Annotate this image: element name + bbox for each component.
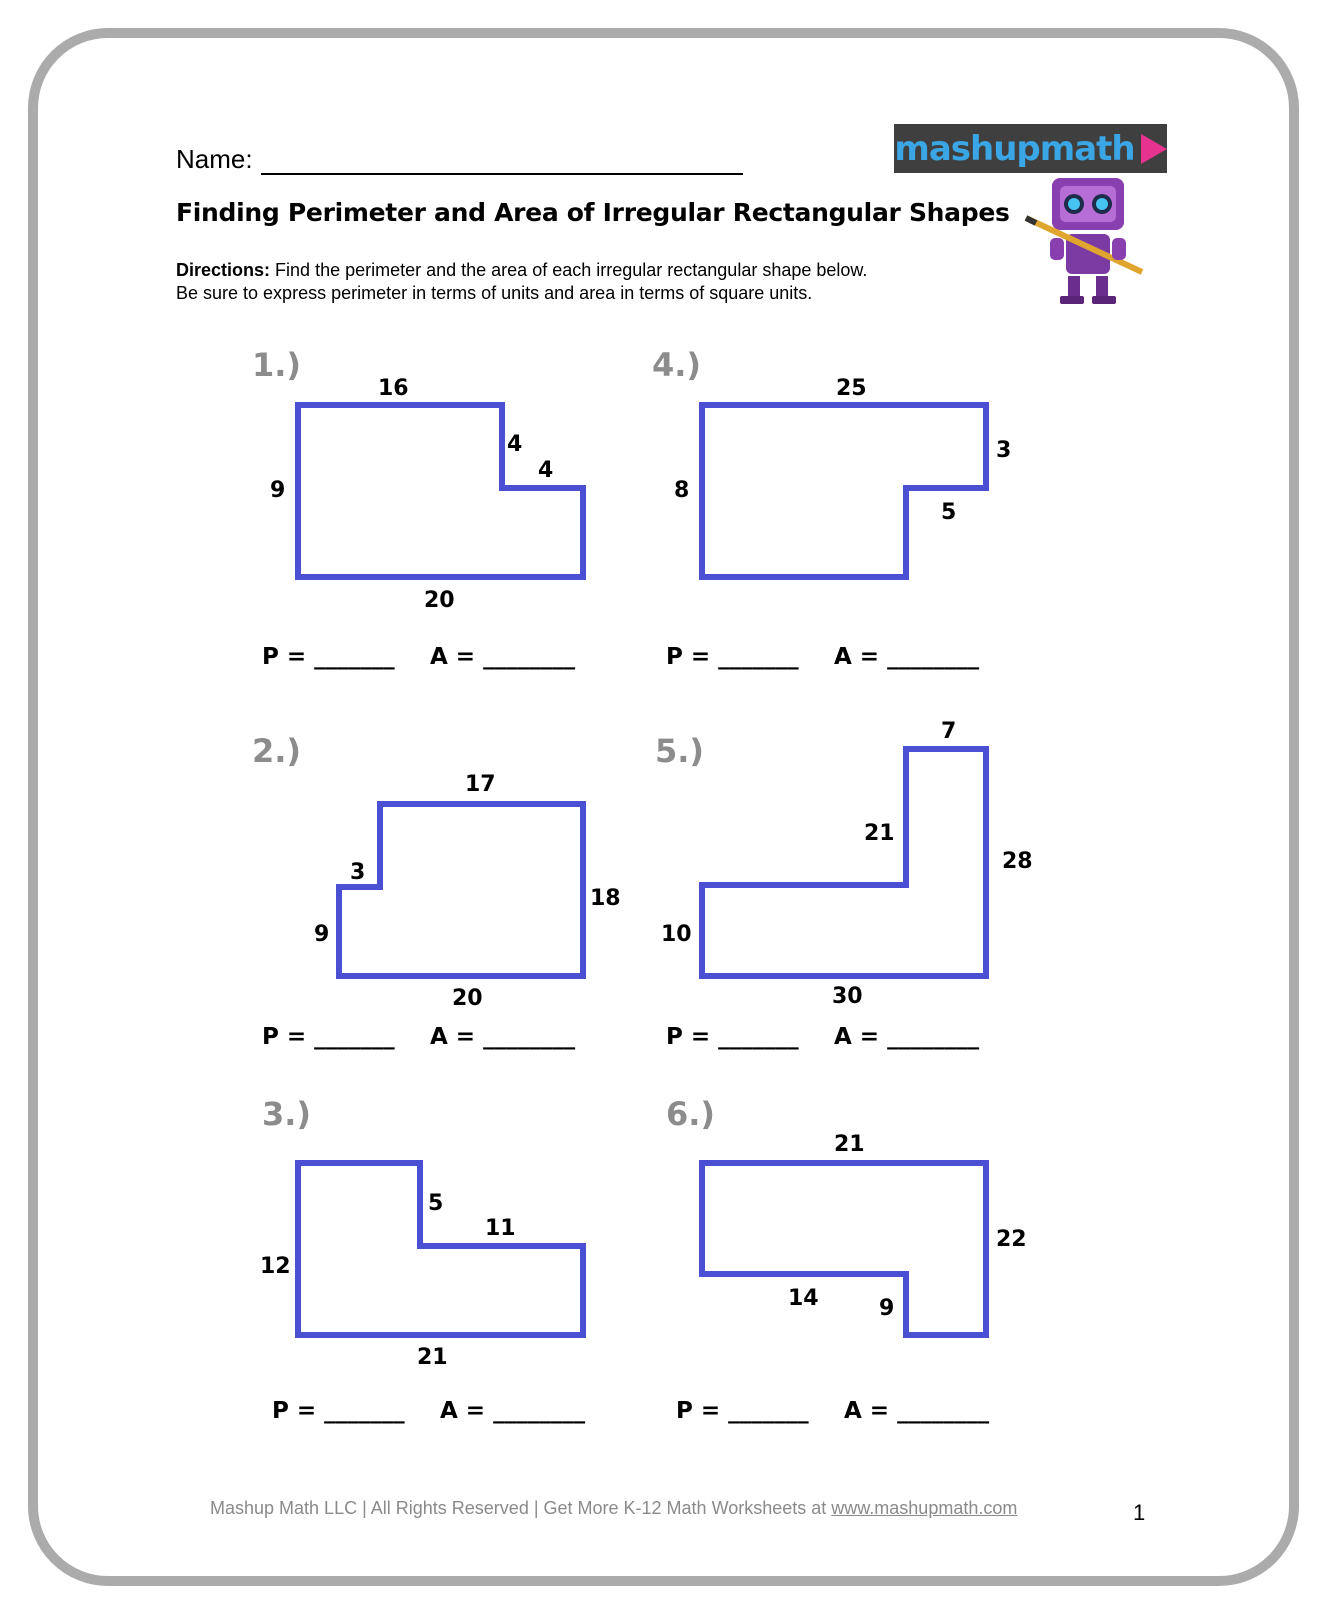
- dim-label: 11: [485, 1216, 516, 1241]
- logo-text: mashupmath: [894, 128, 1135, 169]
- problem-3: [260, 1095, 586, 1424]
- dim-label: 20: [452, 986, 483, 1011]
- dim-label: 30: [832, 984, 863, 1009]
- perimeter-answer[interactable]: P = _______: [262, 1024, 395, 1050]
- problem-4-shape: [702, 405, 986, 577]
- area-answer[interactable]: A = ________: [834, 644, 980, 670]
- dim-label: 21: [417, 1345, 448, 1370]
- problem-number: 5.): [655, 732, 705, 770]
- dim-label: 17: [465, 772, 496, 797]
- dim-label: 7: [941, 719, 957, 744]
- problem-number: 4.): [652, 346, 702, 384]
- problem-number: 6.): [666, 1095, 716, 1133]
- problem-3-shape: [298, 1163, 583, 1335]
- dim-label: 14: [788, 1286, 819, 1311]
- area-answer[interactable]: A = ________: [844, 1398, 990, 1424]
- dim-label: 20: [424, 588, 455, 613]
- dim-label: 3: [996, 438, 1012, 463]
- problem-1-shape: [298, 405, 583, 577]
- area-answer[interactable]: A = ________: [834, 1024, 980, 1050]
- perimeter-answer[interactable]: P = _______: [272, 1398, 405, 1424]
- dim-label: 4: [507, 432, 523, 457]
- area-answer[interactable]: A = ________: [430, 1024, 576, 1050]
- problem-6-shape: [702, 1163, 986, 1335]
- dim-label: 9: [879, 1296, 895, 1321]
- problem-5: [655, 719, 1033, 1050]
- dim-label: 5: [428, 1191, 444, 1216]
- name-label: Name:: [176, 144, 253, 174]
- dim-label: 10: [661, 922, 692, 947]
- dim-label: 4: [538, 458, 554, 483]
- dim-label: 16: [378, 376, 409, 401]
- dim-label: 9: [314, 922, 330, 947]
- problem-2: [252, 732, 621, 1050]
- footer: [210, 1498, 1017, 1519]
- directions-line-2: Be sure to express perimeter in terms of units and area in terms of square units.: [176, 283, 813, 303]
- directions-line-1: Find the perimeter and the area of each irregular rectangular shape below.: [275, 260, 868, 280]
- dim-label: 28: [1002, 849, 1033, 874]
- problem-number: 1.): [252, 346, 302, 384]
- perimeter-answer[interactable]: P = _______: [262, 644, 395, 670]
- dim-label: 3: [350, 860, 366, 885]
- page-number: 1: [1133, 1500, 1146, 1525]
- perimeter-answer[interactable]: P = _______: [666, 644, 799, 670]
- problem-5-shape: [702, 749, 986, 976]
- area-answer[interactable]: A = ________: [440, 1398, 586, 1424]
- directions-label: Directions:: [176, 260, 271, 280]
- problem-1: [252, 346, 583, 670]
- area-answer[interactable]: A = ________: [430, 644, 576, 670]
- worksheet-title: Finding Perimeter and Area of Irregular Rectangular Shapes: [176, 198, 1010, 227]
- problem-6: [666, 1095, 1027, 1424]
- dim-label: 9: [270, 478, 286, 503]
- dim-label: 18: [590, 886, 621, 911]
- footer-link[interactable]: www.mashupmath.com: [831, 1498, 1018, 1518]
- perimeter-answer[interactable]: P = _______: [676, 1398, 809, 1424]
- perimeter-answer[interactable]: P = _______: [666, 1024, 799, 1050]
- problem-number: 3.): [262, 1095, 312, 1133]
- dim-label: 5: [941, 500, 957, 525]
- footer-text: Mashup Math LLC | All Rights Reserved | Get More K-12 Math Worksheets at: [210, 1498, 832, 1518]
- dim-label: 21: [834, 1132, 865, 1157]
- dim-label: 12: [260, 1254, 291, 1279]
- problem-2-shape: [339, 804, 583, 976]
- dim-label: 8: [674, 478, 690, 503]
- problem-number: 2.): [252, 732, 302, 770]
- dim-label: 25: [836, 376, 867, 401]
- problem-4: [652, 346, 1011, 670]
- dim-label: 21: [864, 821, 895, 846]
- dim-label: 22: [996, 1227, 1027, 1252]
